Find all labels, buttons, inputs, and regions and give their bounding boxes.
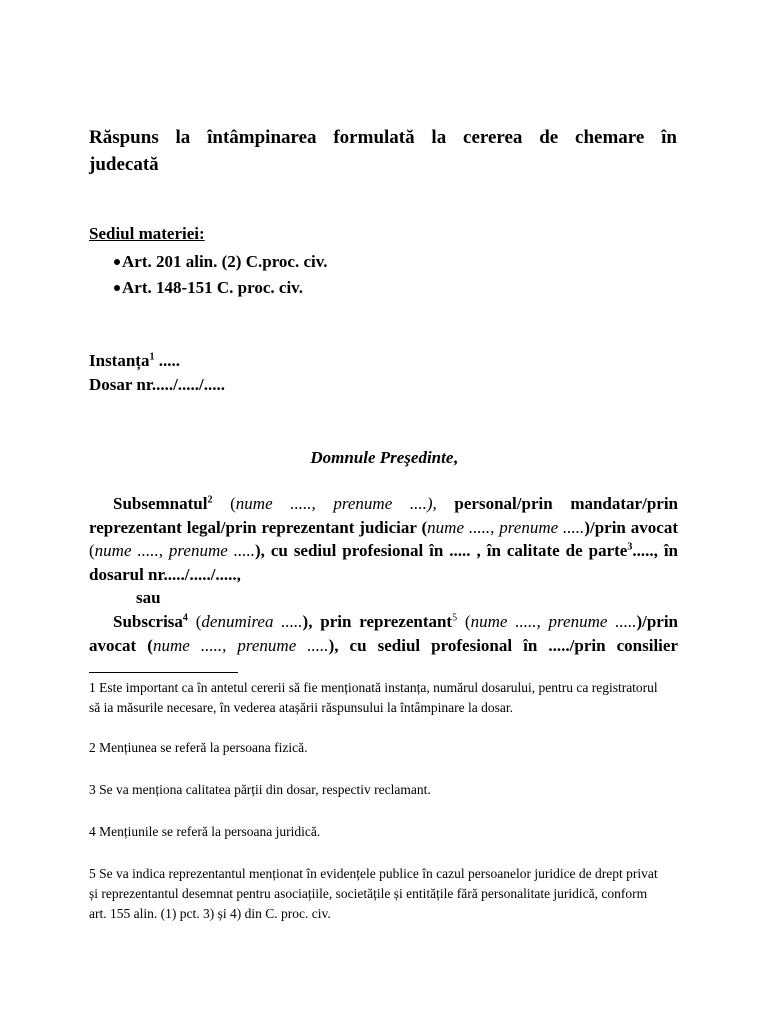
title-line-1: Răspuns la întâmpinarea formulată la cererea de chemare în (89, 127, 677, 148)
salutation-text: Domnule Preşedinte (310, 448, 454, 467)
legal-basis-item-2: Art. 148-151 C. proc. civ. (122, 278, 303, 297)
footnote-3: 3 Se va menționa calitatea părții din dosar, respectiv reclamant. (89, 782, 431, 797)
body-line-6 (89, 610, 678, 634)
text-fragment: ), prin reprezentant (302, 611, 453, 631)
body-line-sau: sau (136, 588, 161, 608)
text-fragment: ( (212, 494, 236, 513)
text-fragment: personal/prin mandatar/prin (436, 494, 678, 513)
subsemnatul-label: Subsemnatul (113, 494, 208, 513)
text-fragment: )/prin (636, 611, 679, 631)
footnote-ref-4[interactable]: 4 (182, 612, 188, 624)
subscrisa-label: Subscrisa (113, 611, 183, 631)
legal-basis-heading (89, 224, 205, 244)
body-line-4: dosarul nr...../...../....., (89, 564, 241, 584)
footnote-5-line-1: 5 Se va indica reprezentantul menționat în evidențele publice în cazul persoanelor juridice de drept privat (89, 866, 658, 881)
legal-basis-list (89, 249, 328, 301)
text-fragment: ....., în (632, 541, 678, 561)
footnote-5 (89, 864, 658, 924)
name-placeholder: nume ....., prenume ..... (94, 541, 255, 561)
footnote-4: 4 Mențiunile se referă la persoana juridică. (89, 824, 321, 839)
text-fragment: ( (457, 611, 471, 631)
court-label: Instanța (89, 351, 150, 370)
legal-basis-colon: : (199, 224, 205, 243)
legal-basis-item-1: Art. 201 alin. (2) C.proc. civ. (122, 252, 328, 271)
text-fragment: avocat ( (89, 635, 153, 655)
list-item (89, 249, 328, 275)
footnote-ref-5[interactable]: 5 (452, 612, 458, 624)
text-fragment: ( (89, 541, 95, 561)
footnote-2: 2 Mențiunea se referă la persoana fizică. (89, 740, 308, 755)
body-line-7 (89, 634, 678, 658)
document-title (89, 124, 677, 178)
body-line-3 (89, 539, 678, 563)
name-placeholder: nume ....., prenume ....), (235, 494, 437, 513)
footnote-ref-1[interactable]: 1 (149, 351, 155, 363)
footnote-ref-2[interactable]: 2 (207, 494, 213, 506)
salutation-comma: , (453, 448, 458, 467)
legal-basis-label: Sediul materiei (89, 224, 200, 243)
salutation (0, 448, 768, 468)
name-placeholder: denumirea ..... (201, 611, 303, 631)
text-fragment: )/prin avocat (584, 517, 678, 537)
footnote-1-line-1: 1 Este important ca în antetul cererii să fie menționată instanța, numărul dosarului, pentru ca registratorul (89, 680, 658, 695)
footnote-5-line-3: art. 155 alin. (1) pct. 3) și 4) din C. proc. civ. (89, 906, 331, 921)
court-block (89, 349, 225, 397)
list-item (89, 275, 328, 301)
name-placeholder: nume ....., prenume ..... (470, 611, 637, 631)
footnote-1 (89, 678, 658, 718)
body-line-1 (89, 492, 678, 516)
footnote-separator (89, 672, 238, 673)
body-line-2 (89, 516, 678, 540)
body-text (89, 492, 678, 657)
text-fragment: reprezentant legal/prin reprezentant judiciar ( (89, 517, 428, 537)
bullet-icon (114, 259, 120, 265)
name-placeholder: nume ....., prenume ..... (427, 517, 585, 537)
text-fragment: ), cu sediul profesional în ...../prin consilier (328, 635, 678, 655)
text-fragment: ( (187, 611, 202, 631)
title-line-2: judecată (89, 154, 159, 175)
footnote-ref-3[interactable]: 3 (627, 541, 633, 553)
footnote-5-line-2: și reprezentantul desemnat pentru asociațiile, societățile și entitățile fără personalitate juridică, conform (89, 886, 648, 901)
text-fragment: ), cu sediul profesional în ..... , în calitate de parte (254, 541, 628, 561)
bullet-icon (114, 285, 120, 291)
footnote-1-line-2: să ia măsurile necesare, în vederea atașării răspunsului la întâmpinare la dosar. (89, 700, 513, 715)
court-value: ..... (154, 351, 180, 370)
file-number: Dosar nr...../...../..... (89, 375, 226, 394)
name-placeholder: nume ....., prenume ..... (152, 635, 329, 655)
